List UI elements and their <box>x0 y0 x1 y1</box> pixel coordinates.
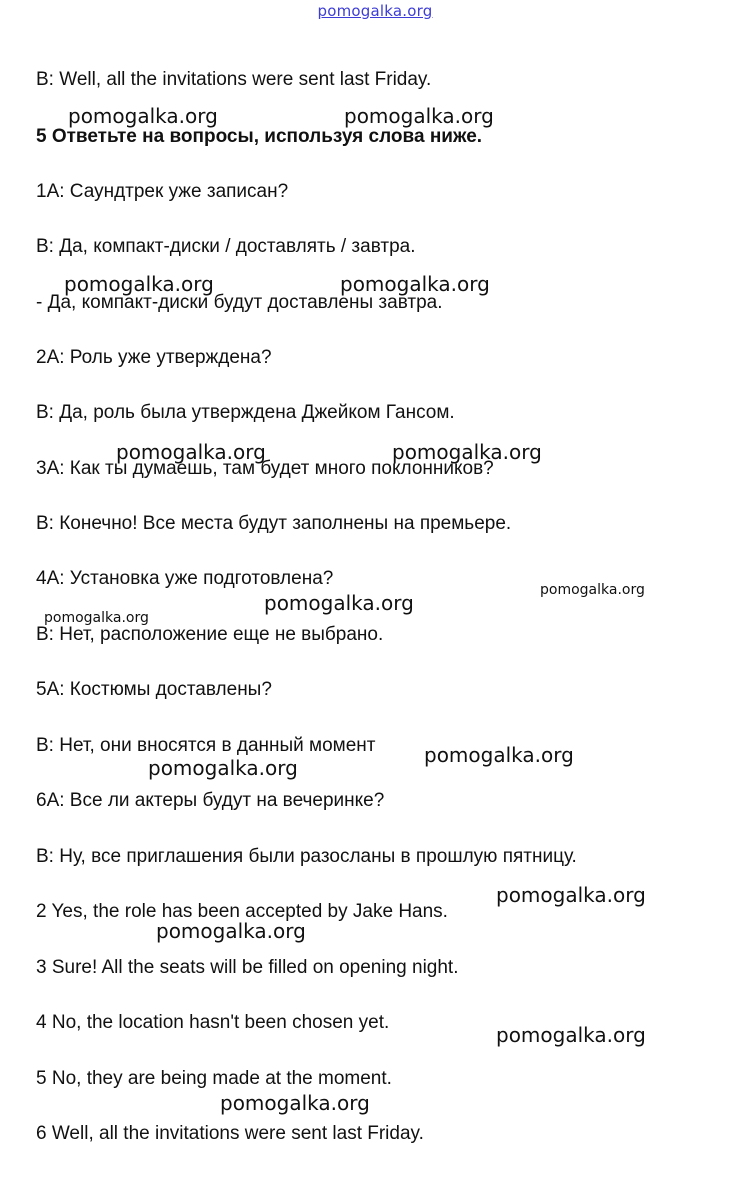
text-line: 5А: Костюмы доставлены? <box>36 679 272 700</box>
text-line: 3А: Как ты думаешь, там будет много поклонников? <box>36 458 494 479</box>
watermark: pomogalka.org <box>44 610 149 626</box>
text-line: 4 No, the location hasn't been chosen yet. <box>36 1012 390 1033</box>
watermark: pomogalka.org <box>64 272 214 296</box>
watermark: pomogalka.org <box>148 756 298 780</box>
text-line: 2А: Роль уже утверждена? <box>36 347 272 368</box>
text-line: 2 Yes, the role has been accepted by Jake Hans. <box>36 901 448 922</box>
exercise-heading: 5 Ответьте на вопросы, используя слова ниже. <box>36 126 483 147</box>
watermark: pomogalka.org <box>264 591 414 615</box>
watermark: pomogalka.org <box>68 104 218 128</box>
text-line: 4А: Установка уже подготовлена? <box>36 568 334 589</box>
text-line: В: Да, роль была утверждена Джейком Гансом. <box>36 402 455 423</box>
watermark: pomogalka.org <box>540 582 645 598</box>
text-line: В: Да, компакт-диски / доставлять / завтра. <box>36 236 416 257</box>
watermark: pomogalka.org <box>392 440 542 464</box>
watermark: pomogalka.org <box>340 272 490 296</box>
text-line: 6А: Все ли актеры будут на вечеринке? <box>36 790 385 811</box>
text-line: 3 Sure! All the seats will be filled on opening night. <box>36 957 459 978</box>
text-line: 1А: Саундтрек уже записан? <box>36 181 289 202</box>
text-line: B: Well, all the invitations were sent last Friday. <box>36 69 432 90</box>
watermark: pomogalka.org <box>496 883 646 907</box>
watermark: pomogalka.org <box>496 1023 646 1047</box>
text-line: - Да, компакт-диски будут доставлены завтра. <box>36 292 443 313</box>
watermark: pomogalka.org <box>116 440 266 464</box>
site-header-link[interactable]: pomogalka.org <box>317 2 433 20</box>
text-line: 5 No, they are being made at the moment. <box>36 1068 392 1089</box>
text-line: В: Нет, расположение еще не выбрано. <box>36 624 384 645</box>
watermark: pomogalka.org <box>220 1091 370 1115</box>
watermark: pomogalka.org <box>344 104 494 128</box>
text-line: В: Нет, они вносятся в данный момент <box>36 735 376 756</box>
text-line: В: Ну, все приглашения были разосланы в прошлую пятницу. <box>36 846 577 867</box>
watermark: pomogalka.org <box>156 919 306 943</box>
text-line: В: Конечно! Все места будут заполнены на премьере. <box>36 513 512 534</box>
text-line: 6 Well, all the invitations were sent last Friday. <box>36 1123 424 1144</box>
watermark: pomogalka.org <box>424 743 574 767</box>
